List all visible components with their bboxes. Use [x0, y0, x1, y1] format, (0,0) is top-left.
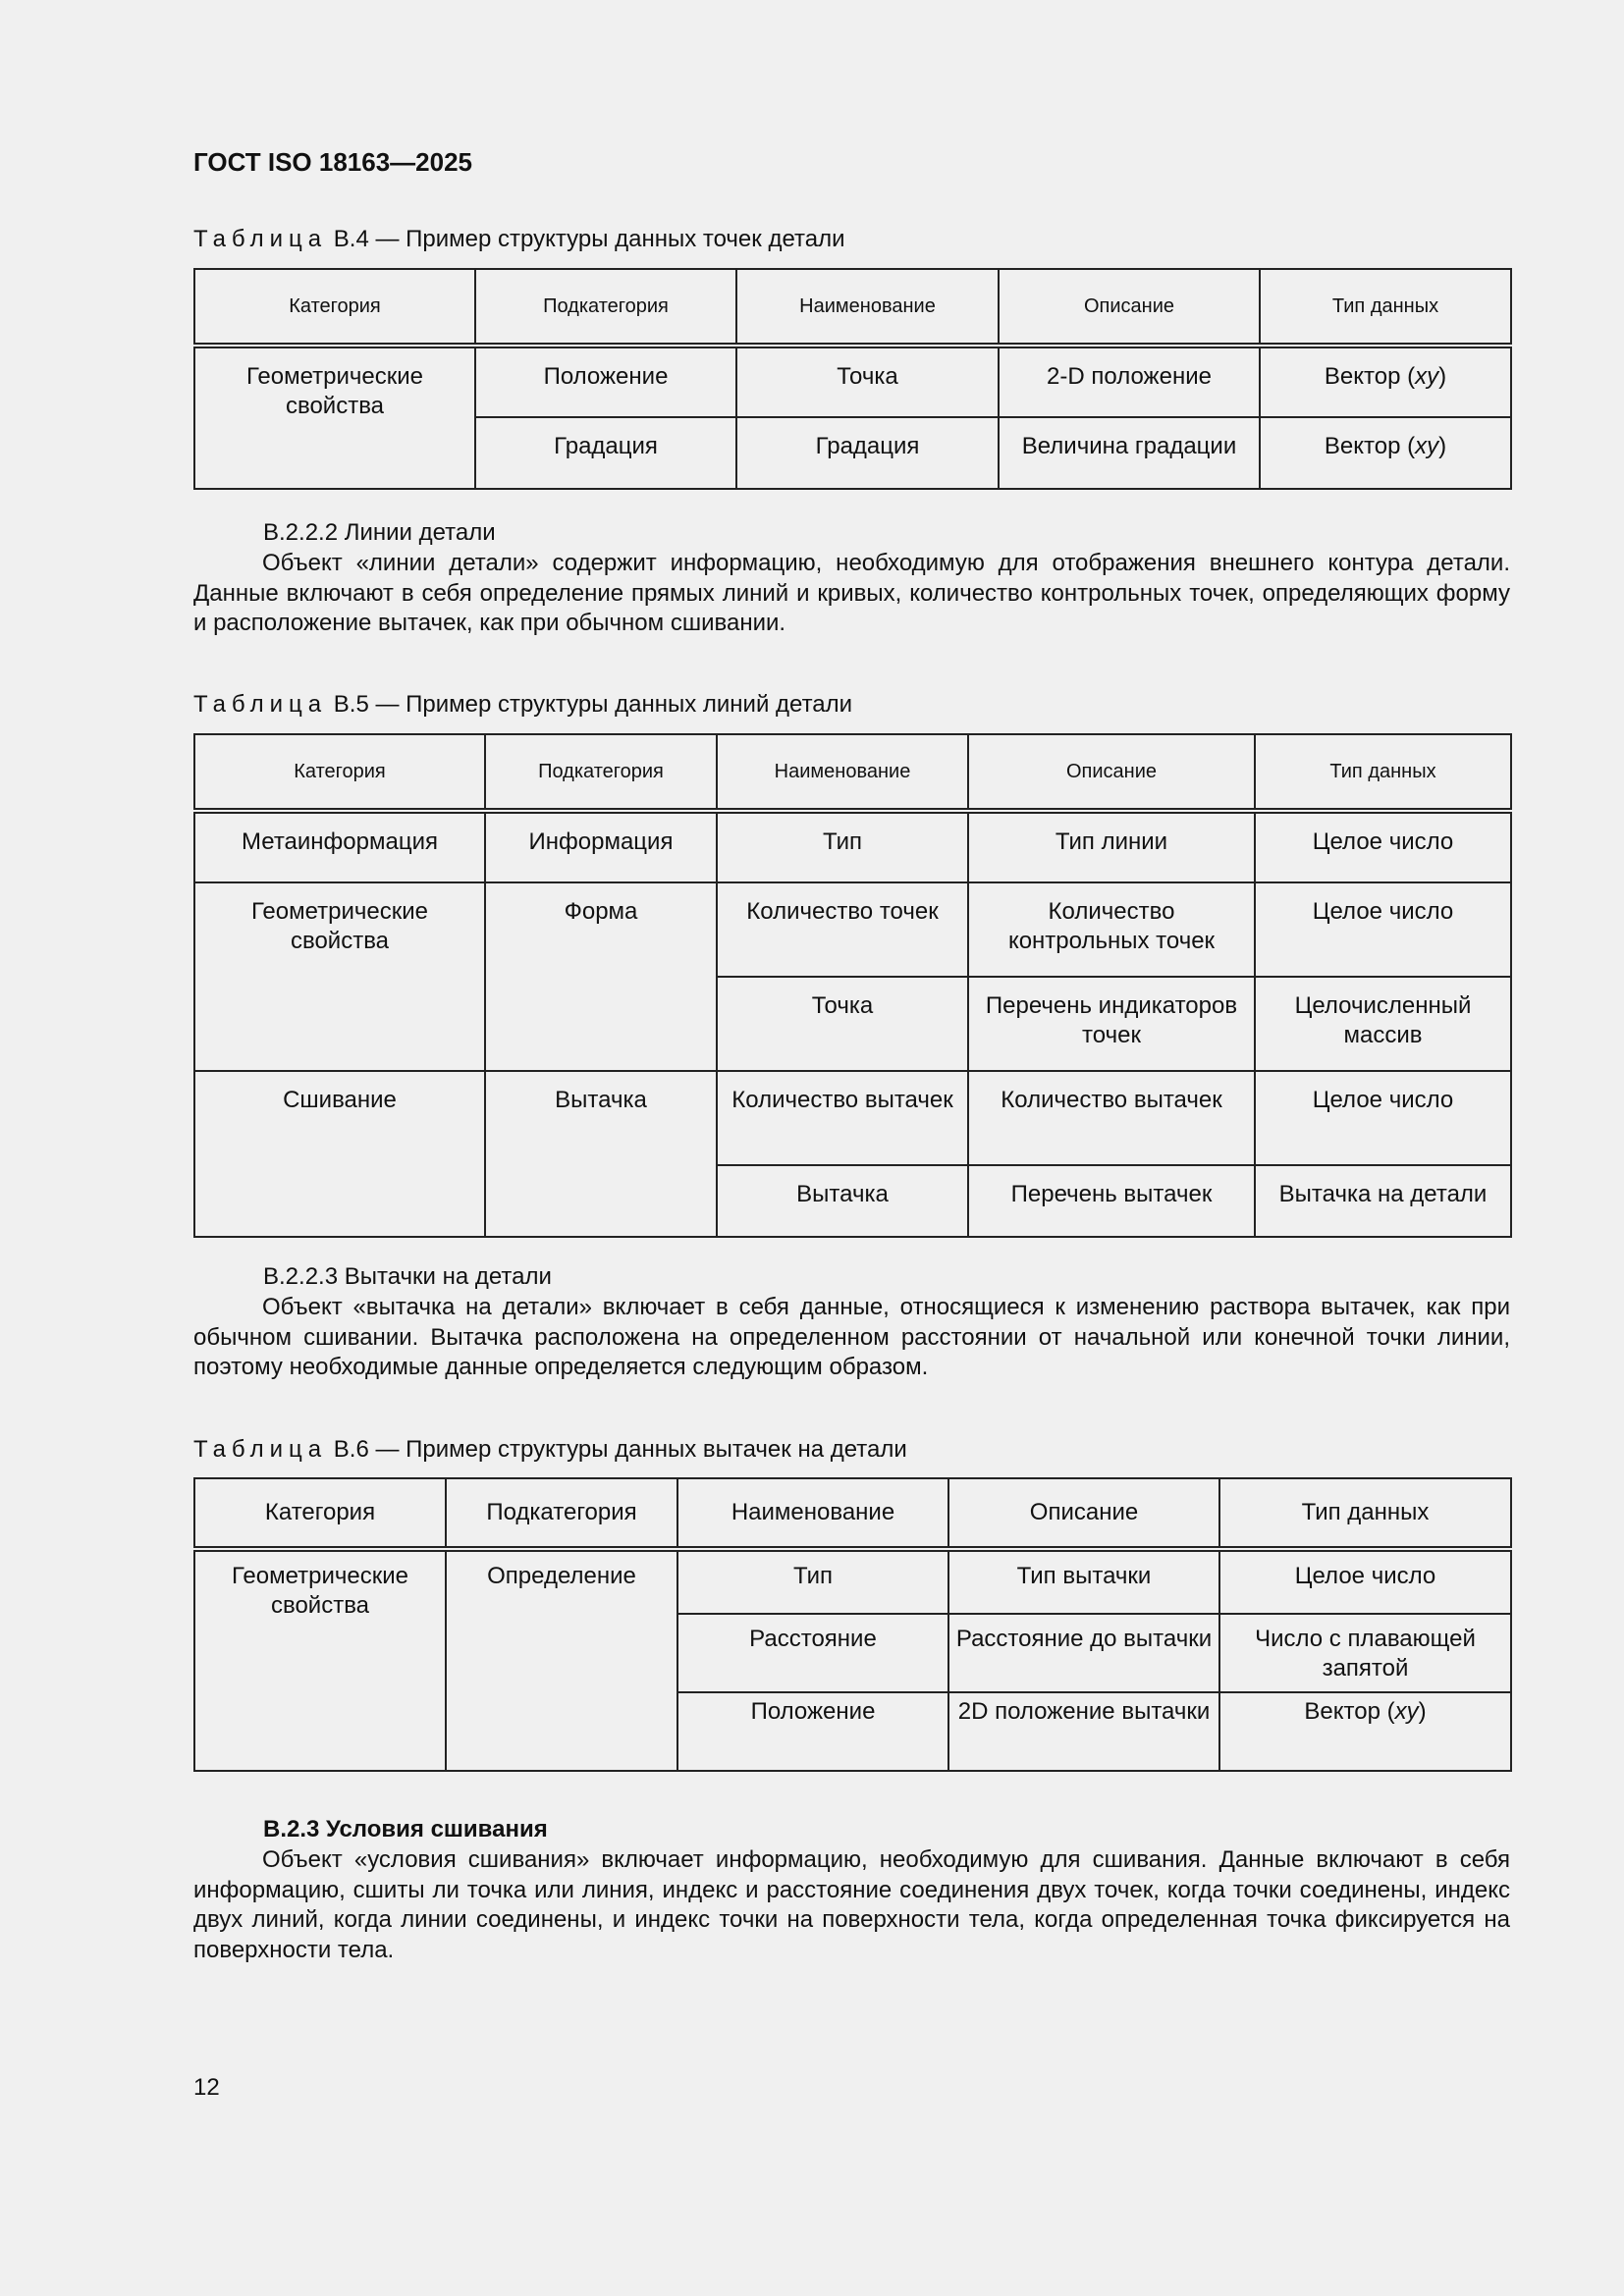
cell-name: Тип [677, 1549, 948, 1614]
cell-category: Геометрические свойства [194, 1549, 446, 1771]
header-data-type: Тип данных [1260, 269, 1511, 346]
cell-subcategory: Положение [475, 346, 736, 417]
table-b6 [193, 1477, 1512, 1772]
cell-data-type: Число с плавающей запятой [1219, 1614, 1511, 1692]
cell-description: 2D положение вытачки [948, 1692, 1219, 1771]
cell-data-type: Вытачка на детали [1255, 1165, 1511, 1237]
header-subcategory: Подкатегория [485, 734, 717, 811]
cell-name: Точка [736, 346, 999, 417]
section-text-b223: Объект «вытачка на детали» включает в себя данные, относящиеся к изменению раствора вытачек, как при обычном сшивании. Вытачка расположена на определенном расстоянии от начальной или конечной точки линии, поэтому необходимые данные определяется следующим образом. [193, 1294, 1510, 1380]
caption-text: В.4 — Пример структуры данных точек детали [333, 226, 845, 252]
cell-description: Перечень индикаторов точек [968, 977, 1255, 1071]
cell-name: Количество вытачек [717, 1071, 968, 1165]
header-description: Описание [999, 269, 1260, 346]
cell-subcategory: Вытачка [485, 1071, 717, 1237]
caption-text: В.5 — Пример структуры данных линий детали [333, 691, 853, 718]
cell-data-type: Вектор (xy) [1260, 346, 1511, 417]
page-number: 12 [193, 2074, 220, 2101]
table-b6-caption [193, 1436, 907, 1464]
header-category: Категория [194, 1478, 446, 1549]
header-subcategory: Подкатегория [475, 269, 736, 346]
table-row [194, 346, 1511, 417]
header-data-type: Тип данных [1219, 1478, 1511, 1549]
caption-prefix: Таблица [193, 1436, 328, 1463]
header-name: Наименование [677, 1478, 948, 1549]
cell-category: Сшивание [194, 1071, 485, 1237]
cell-description: Тип вытачки [948, 1549, 1219, 1614]
cell-description: Расстояние до вытачки [948, 1614, 1219, 1692]
header-description: Описание [948, 1478, 1219, 1549]
cell-name: Тип [717, 811, 968, 882]
cell-data-type: Вектор (xy) [1219, 1692, 1511, 1771]
cell-category: Геометрические свойства [194, 882, 485, 1071]
cell-name: Градация [736, 417, 999, 489]
section-title-b222: В.2.2.2 Линии детали [263, 519, 496, 546]
header-category: Категория [194, 269, 475, 346]
table-b5-caption [193, 691, 852, 719]
cell-data-type: Целочисленный массив [1255, 977, 1511, 1071]
cell-description: Количество вытачек [968, 1071, 1255, 1165]
cell-description: 2-D положение [999, 346, 1260, 417]
cell-name: Вытачка [717, 1165, 968, 1237]
cell-subcategory: Информация [485, 811, 717, 882]
header-name: Наименование [717, 734, 968, 811]
caption-text: В.6 — Пример структуры данных вытачек на детали [333, 1436, 907, 1463]
cell-data-type: Вектор (xy) [1260, 417, 1511, 489]
table-row [194, 1071, 1511, 1165]
caption-prefix: Таблица [193, 691, 328, 718]
cell-description: Тип линии [968, 811, 1255, 882]
cell-category: Метаинформация [194, 811, 485, 882]
cell-data-type: Целое число [1219, 1549, 1511, 1614]
cell-data-type: Целое число [1255, 811, 1511, 882]
section-text-b222: Объект «линии детали» содержит информацию, необходимую для отображения внешнего контура детали. Данные включают в себя определение прямых линий и кривых, количество контрольных точек, определяющих форму и расположение вытачек, как при обычном сшивании. [193, 550, 1510, 636]
section-title-b223: В.2.2.3 Вытачки на детали [263, 1263, 552, 1290]
table-row [194, 1549, 1511, 1614]
cell-subcategory: Градация [475, 417, 736, 489]
header-name: Наименование [736, 269, 999, 346]
cell-name: Точка [717, 977, 968, 1071]
table-row [194, 811, 1511, 882]
table-b4 [193, 268, 1512, 490]
section-text-b23: Объект «условия сшивания» включает информацию, необходимую для сшивания. Данные включают в себя информацию, сшиты ли точка или линия, индекс и расстояние соединения двух точек, когда точки соединены, индекс двух линий, когда линии соединены, и индекс точки на поверхности тела, когда определенная точка фиксируется на поверхности тела. [193, 1846, 1510, 1963]
cell-data-type: Целое число [1255, 882, 1511, 977]
section-title-b23: В.2.3 Условия сшивания [263, 1816, 548, 1842]
header-subcategory: Подкатегория [446, 1478, 677, 1549]
table-row [194, 882, 1511, 977]
cell-data-type: Целое число [1255, 1071, 1511, 1165]
table-b5 [193, 733, 1512, 1238]
cell-description: Количество контрольных точек [968, 882, 1255, 977]
cell-description: Перечень вытачек [968, 1165, 1255, 1237]
document-header: ГОСТ ISO 18163—2025 [193, 147, 473, 177]
cell-description: Величина градации [999, 417, 1260, 489]
header-category: Категория [194, 734, 485, 811]
header-description: Описание [968, 734, 1255, 811]
cell-name: Расстояние [677, 1614, 948, 1692]
table-b4-caption [193, 226, 844, 253]
cell-subcategory: Определение [446, 1549, 677, 1771]
cell-subcategory: Форма [485, 882, 717, 1071]
cell-category: Геометрические свойства [194, 346, 475, 489]
cell-name: Количество точек [717, 882, 968, 977]
header-data-type: Тип данных [1255, 734, 1511, 811]
caption-prefix: Таблица [193, 226, 328, 252]
cell-name: Положение [677, 1692, 948, 1771]
